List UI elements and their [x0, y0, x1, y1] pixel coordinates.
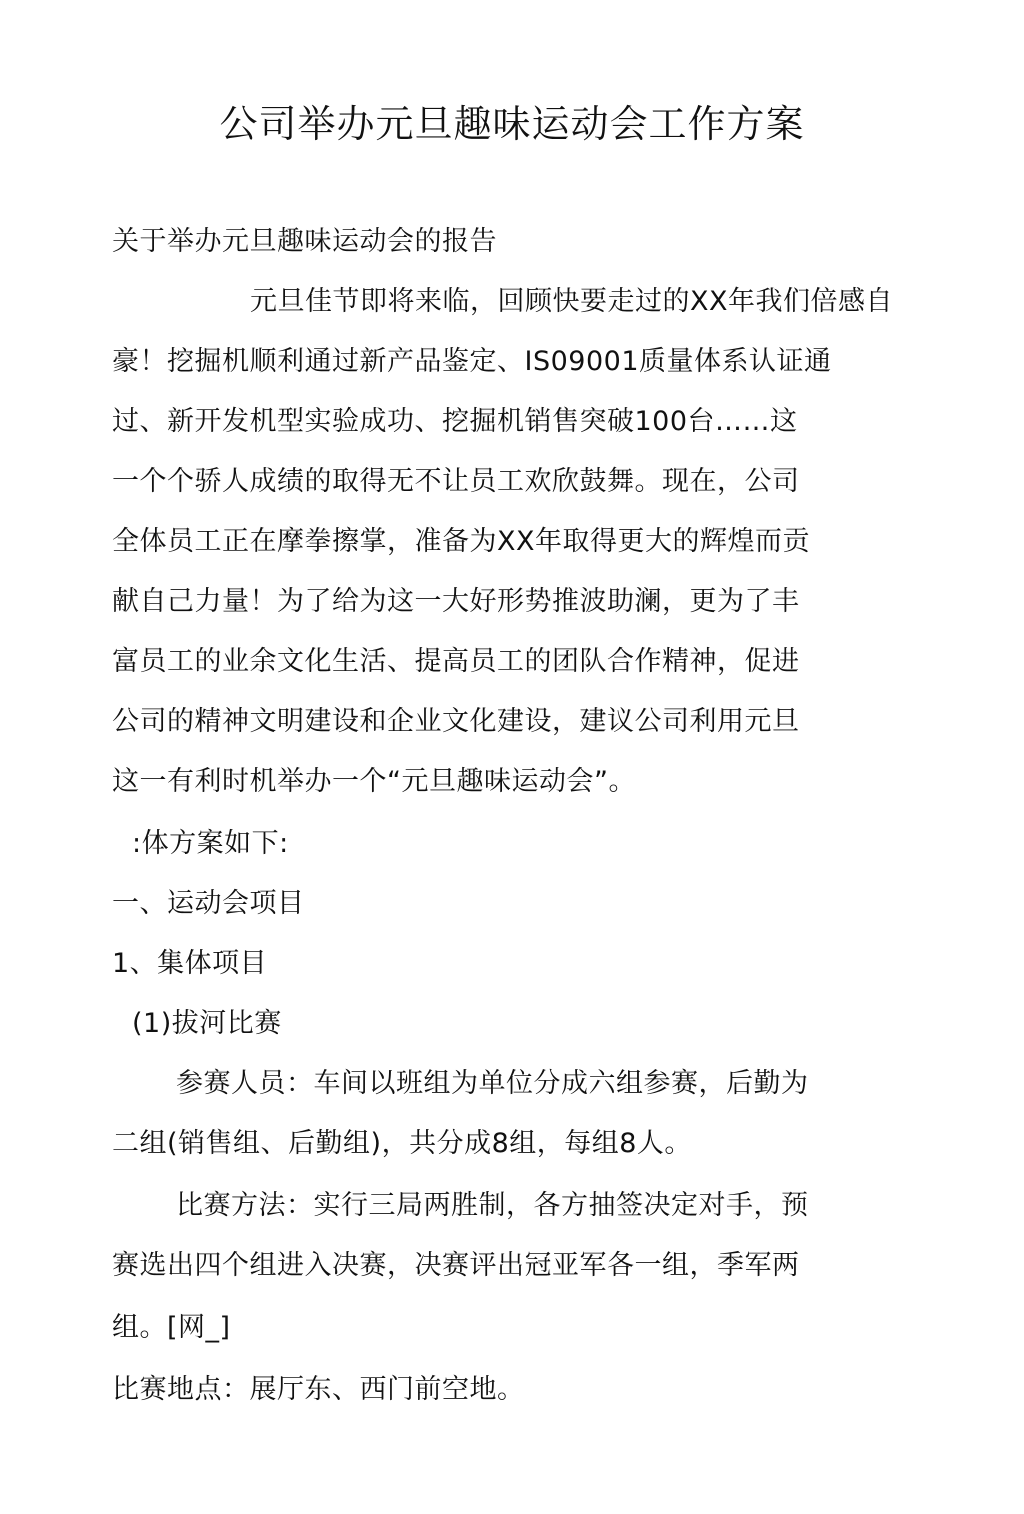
- paragraph-line: 献自己力量！为了给为这一大好形势推波助澜，更为了丰: [112, 586, 800, 617]
- paragraph-line: 一个个骄人成绩的取得无不让员工欢欣鼓舞。现在，公司: [112, 466, 800, 497]
- method-line: 组。[网_]: [112, 1312, 231, 1343]
- paragraph-line: 富员工的业余文化生活、提高员工的团队合作精神，促进: [112, 646, 800, 677]
- method-line: 比赛方法：实行三局两胜制，各方抽签决定对手，预: [176, 1190, 809, 1221]
- paragraph-line: 元旦佳节即将来临，回顾快要走过的XX年我们倍感自: [250, 286, 893, 317]
- paragraph-line: 全体员工正在摩拳擦掌，准备为XX年取得更大的辉煌而贡: [112, 526, 810, 557]
- report-subtitle: 关于举办元旦趣味运动会的报告: [112, 226, 497, 257]
- paragraph-line: 豪！挖掘机顺利通过新产品鉴定、IS09001质量体系认证通: [112, 346, 832, 377]
- item-heading: (1)拔河比赛: [132, 1008, 282, 1039]
- document-title: 公司举办元旦趣味运动会工作方案: [219, 102, 805, 146]
- subsection-heading: 1、集体项目: [112, 948, 268, 979]
- section-heading: 一、运动会项目: [112, 888, 305, 919]
- venue-line: 比赛地点：展厅东、西门前空地。: [112, 1374, 525, 1405]
- participants-line: 二组(销售组、后勤组)，共分成8组，每组8人。: [112, 1128, 692, 1159]
- participants-line: 参赛人员：车间以班组为单位分成六组参赛，后勤为: [176, 1068, 809, 1099]
- paragraph-line: 这一有利时机举办一个“元旦趣味运动会”。: [112, 766, 636, 797]
- method-line: 赛选出四个组进入决赛，决赛评出冠亚军各一组，季军两: [112, 1250, 800, 1281]
- plan-intro: :体方案如下:: [132, 828, 289, 859]
- paragraph-line: 过、新开发机型实验成功、挖掘机销售突破100台……这: [112, 406, 798, 437]
- paragraph-line: 公司的精神文明建设和企业文化建设，建议公司利用元旦: [112, 706, 800, 737]
